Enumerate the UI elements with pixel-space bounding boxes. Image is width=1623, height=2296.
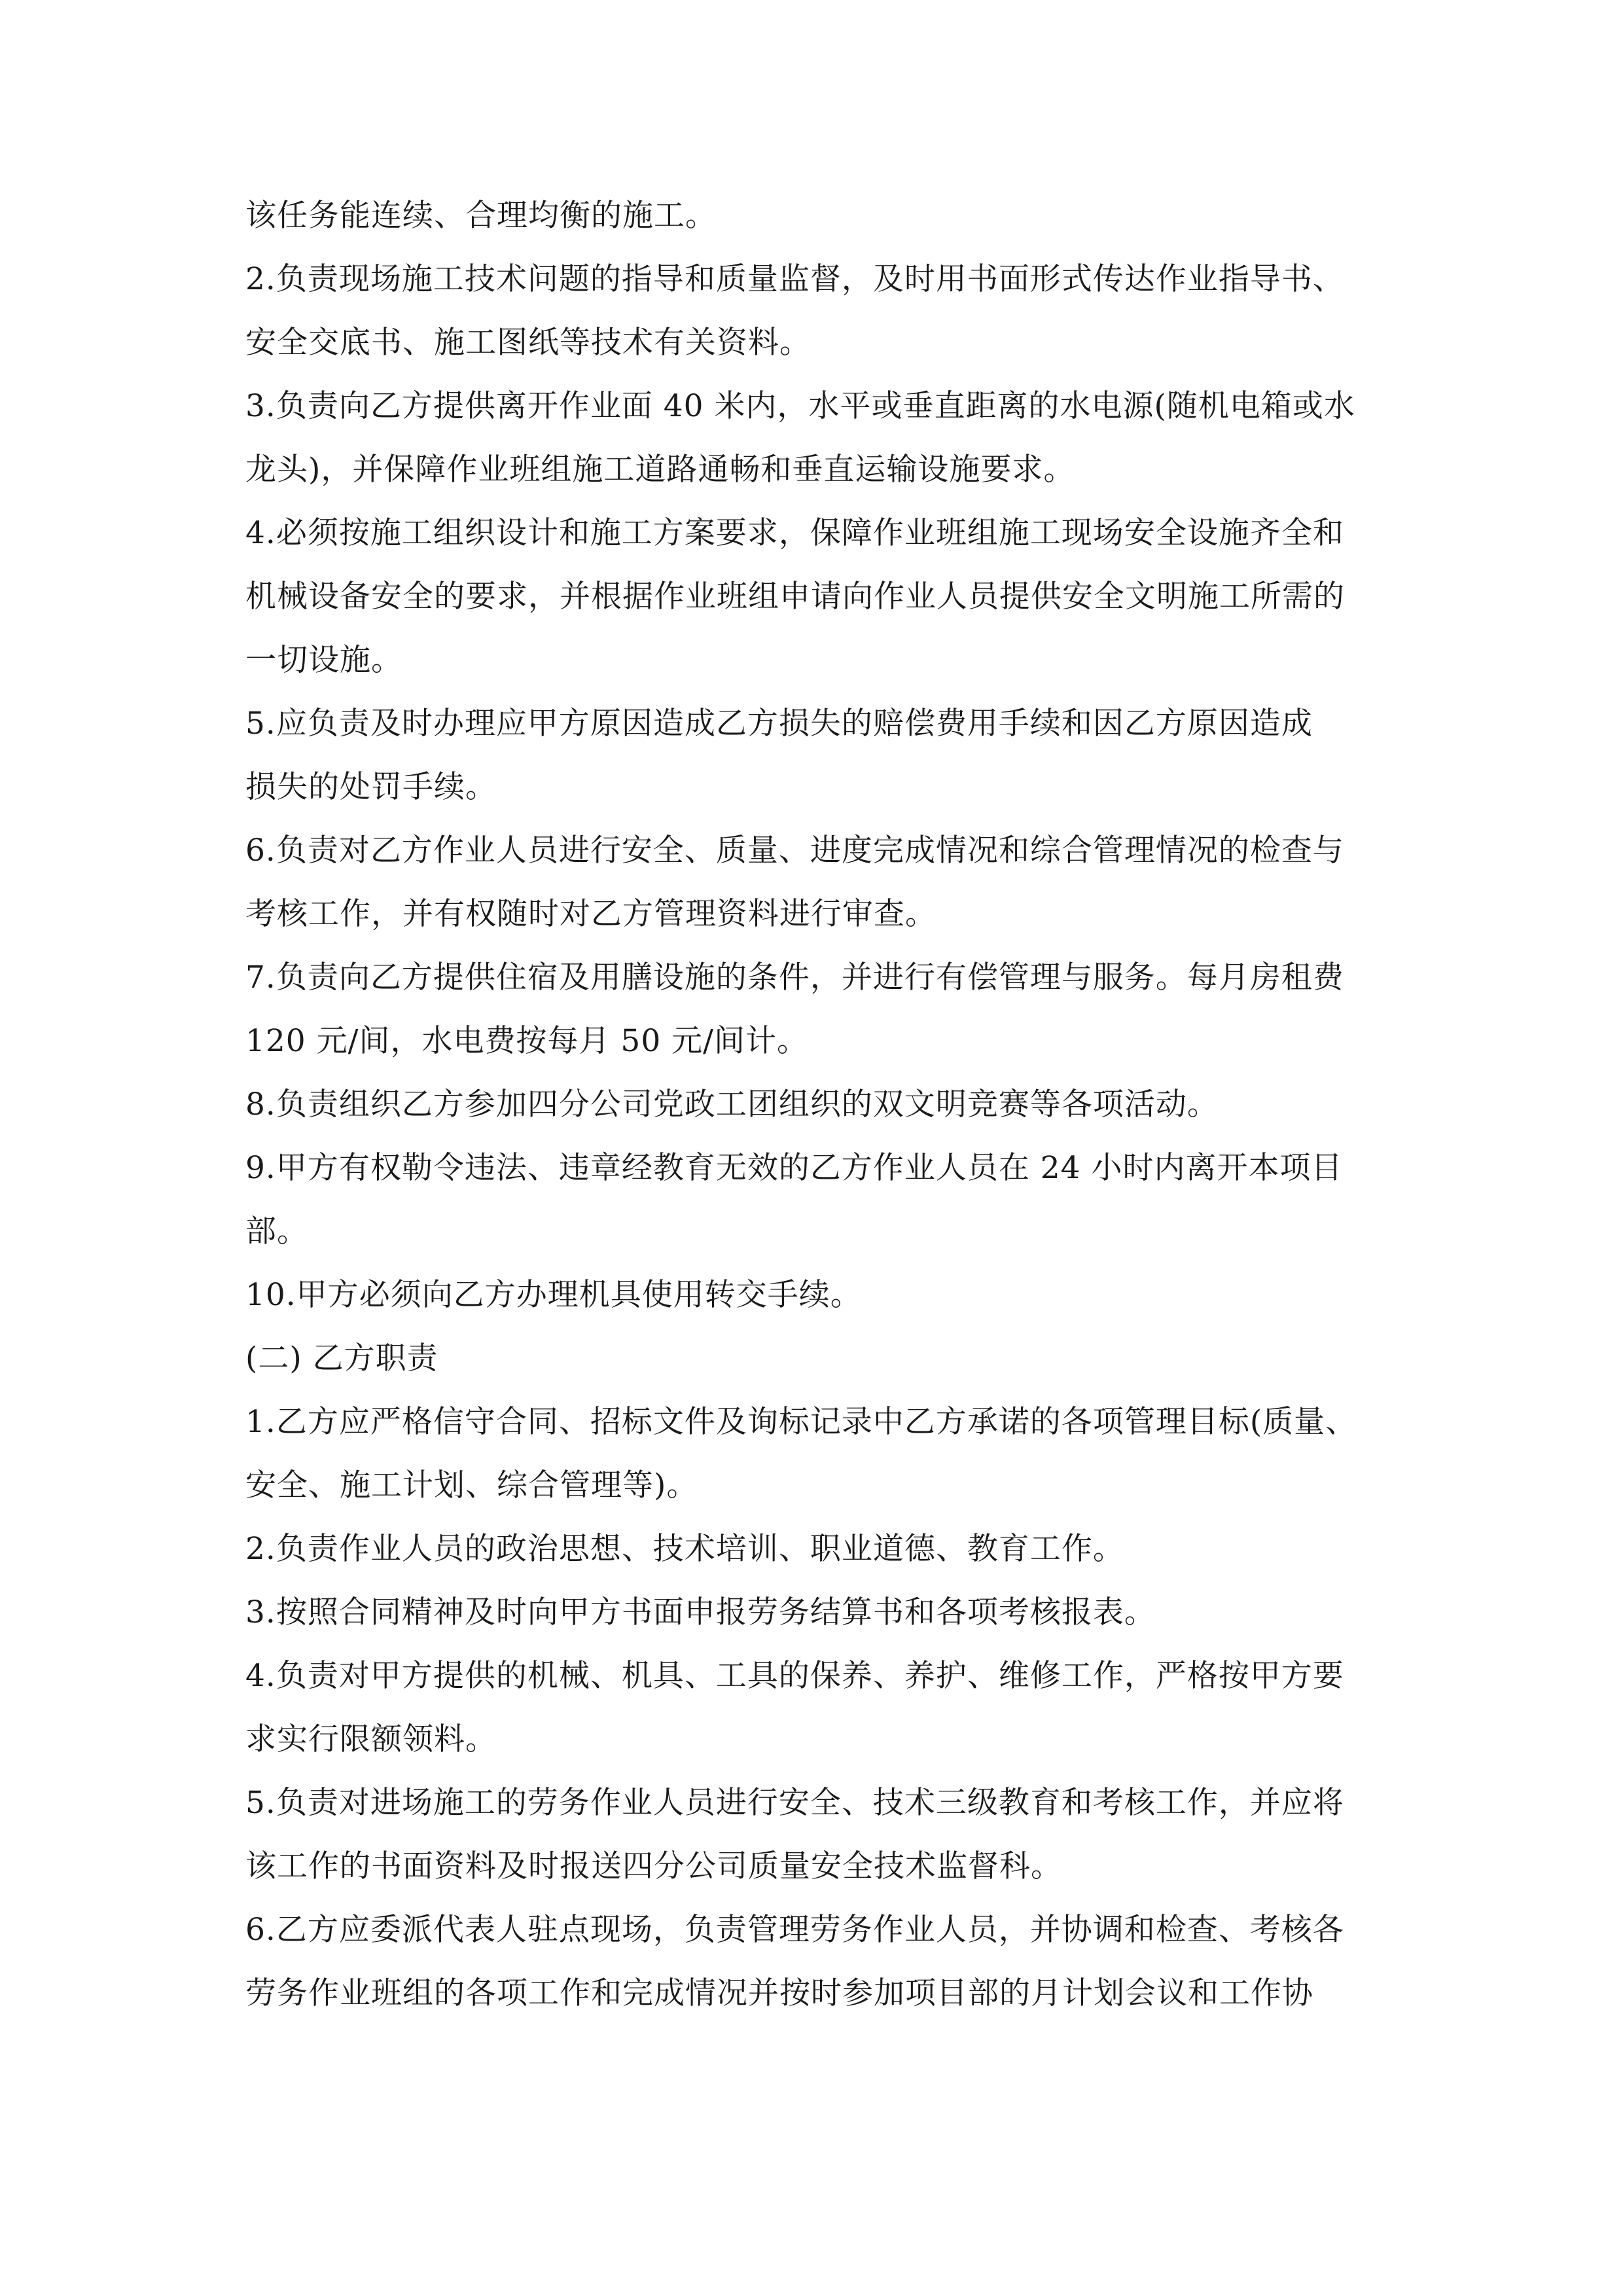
text-line: 10.甲方必须向乙方办理机具使用转交手续。 [245, 1277, 862, 1313]
text-line: 1.乙方应严格信守合同、招标文件及询标记录中乙方承诺的各项管理目标(质量、 [245, 1404, 1357, 1440]
text-line: 考核工作，并有权随时对乙方管理资料进行审查。 [245, 896, 936, 932]
text-line: 7.负责向乙方提供住宿及用膳设施的条件，并进行有偿管理与服务。每月房租费 [245, 960, 1344, 996]
text-line: 8.负责组织乙方参加四分公司党政工团组织的双文明竞赛等各项活动。 [245, 1086, 1219, 1122]
text-line: 2.负责作业人员的政治思想、技术培训、职业道德、教育工作。 [245, 1531, 1124, 1567]
text-line: 一切设施。 [245, 642, 402, 678]
text-line: 该工作的书面资料及时报送四分公司质量安全技术监督科。 [245, 1848, 1062, 1884]
text-line: 安全交底书、施工图纸等技术有关资料。 [245, 325, 811, 361]
text-line: 2.负责现场施工技术问题的指导和质量监督，及时用书面形式传达作业指导书、 [245, 261, 1344, 297]
text-line: 损失的处罚手续。 [245, 769, 497, 805]
text-line: 该任务能连续、合理均衡的施工。 [245, 198, 717, 234]
text-line: 3.按照合同精神及时向甲方书面申报劳务结算书和各项考核报表。 [245, 1594, 1156, 1630]
text-line: 龙头)，并保障作业班组施工道路通畅和垂直运输设施要求。 [245, 452, 1075, 488]
text-line: 6.乙方应委派代表人驻点现场，负责管理劳务作业人员，并协调和检查、考核各 [245, 1912, 1344, 1948]
text-line: 120 元/间，水电费按每月 50 元/间计。 [245, 1023, 809, 1059]
text-line: 求实行限额领料。 [245, 1721, 497, 1757]
text-line: 9.甲方有权勒令违法、违章经教育无效的乙方作业人员在 24 小时内离开本项目 [245, 1150, 1343, 1186]
text-line: 5.应负责及时办理应甲方原因造成乙方损失的赔偿费用手续和因乙方原因造成 [245, 706, 1313, 742]
text-line: 3.负责向乙方提供离开作业面 40 米内，水平或垂直距离的水电源(随机电箱或水 [245, 388, 1355, 424]
text-line: 安全、施工计划、综合管理等)。 [245, 1467, 698, 1503]
text-line: 机械设备安全的要求，并根据作业班组申请向作业人员提供安全文明施工所需的 [245, 579, 1345, 615]
text-line: 6.负责对乙方作业人员进行安全、质量、进度完成情况和综合管理情况的检查与 [245, 833, 1344, 869]
text-line: 部。 [245, 1213, 308, 1249]
text-line: 劳务作业班组的各项工作和完成情况并按时参加项目部的月计划会议和工作协 [245, 1975, 1313, 2011]
text-line: 4.必须按施工组织设计和施工方案要求，保障作业班组施工现场安全设施齐全和 [245, 515, 1344, 551]
text-line: 5.负责对进场施工的劳务作业人员进行安全、技术三级教育和考核工作，并应将 [245, 1785, 1344, 1821]
text-line: 4.负责对甲方提供的机械、机具、工具的保养、养护、维修工作，严格按甲方要 [245, 1658, 1344, 1694]
section-heading: (二) 乙方职责 [245, 1340, 438, 1376]
